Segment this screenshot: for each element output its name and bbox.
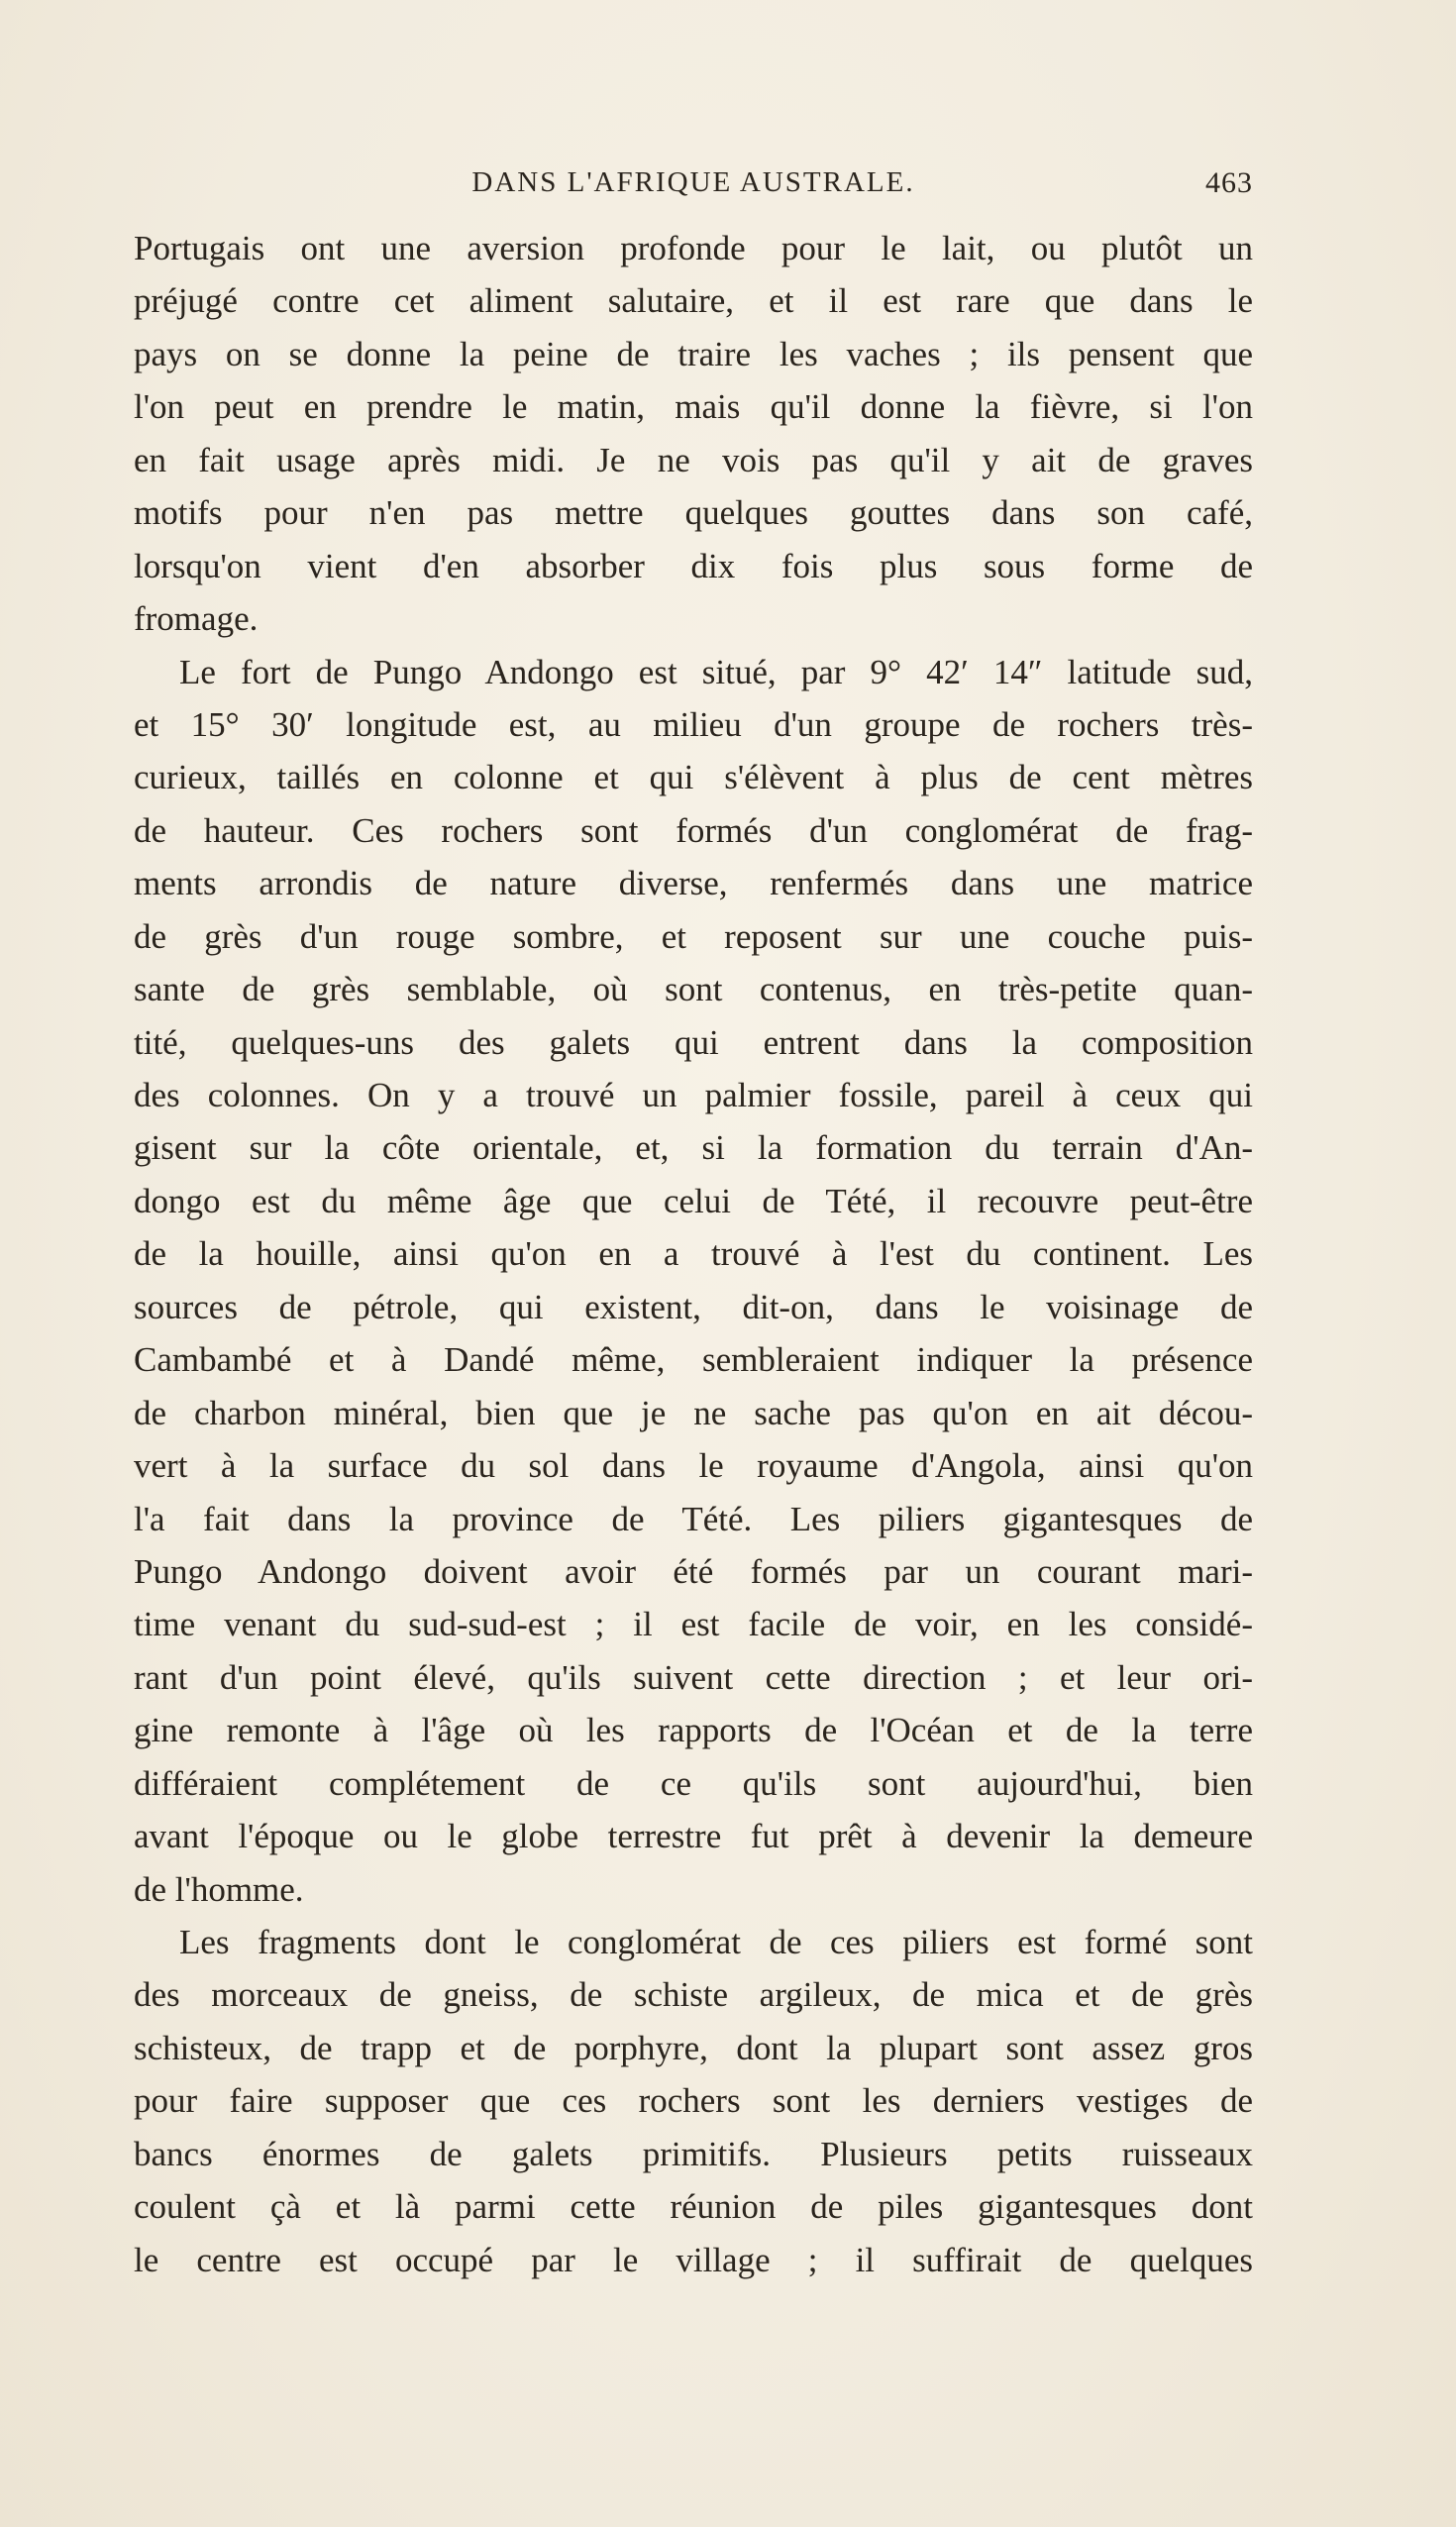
text-line: Cambambé et à Dandé même, sembleraient indiquer la présence: [134, 1340, 1253, 1380]
text-line: en fait usage après midi. Je ne vois pas qu'il y ait de graves: [134, 440, 1253, 479]
text-line: de charbon minéral, bien que je ne sache pas qu'on en ait décou-: [134, 1393, 1253, 1432]
text-line: de hauteur. Ces rochers sont formés d'un conglomérat de frag-: [134, 810, 1253, 850]
text-line: de grès d'un rouge sombre, et reposent sur une couche puis-: [134, 916, 1253, 956]
page-header: [134, 166, 1253, 210]
page-number: 463: [1205, 166, 1253, 199]
text-line: Pungo Andongo doivent avoir été formés par un courant mari-: [134, 1551, 1253, 1591]
text-line: le centre est occupé par le village ; il suffirait de quelques: [134, 2240, 1253, 2279]
text-line: différaient complétement de ce qu'ils sont aujourd'hui, bien: [134, 1763, 1253, 1803]
text-line: Le fort de Pungo Andongo est situé, par 9° 42′ 14″ latitude sud,: [179, 652, 1253, 691]
text-line: préjugé contre cet aliment salutaire, et il est rare que dans le: [134, 281, 1253, 321]
text-line: tité, quelques-uns des galets qui entrent dans la composition: [134, 1022, 1253, 1062]
text-line: et 15° 30′ longitude est, au milieu d'un groupe de rochers très-: [134, 704, 1253, 744]
running-title: DANS L'AFRIQUE AUSTRALE.: [471, 166, 915, 198]
text-line: de la houille, ainsi qu'on en a trouvé à l'est du continent. Les: [134, 1234, 1253, 1274]
text-line: vert à la surface du sol dans le royaume d'Angola, ainsi qu'on: [134, 1446, 1253, 1486]
text-line: pays on se donne la peine de traire les vaches ; ils pensent que: [134, 334, 1253, 373]
text-line: l'on peut en prendre le matin, mais qu'il donne la fièvre, si l'on: [134, 387, 1253, 427]
body-text: [134, 222, 1253, 2286]
text-line: lorsqu'on vient d'en absorber dix fois plus sous forme de: [134, 546, 1253, 585]
text-line: sources de pétrole, qui existent, dit-on, dans le voisinage de: [134, 1287, 1253, 1326]
text-line: Les fragments dont le conglomérat de ces piliers est formé sont: [179, 1923, 1253, 1961]
text-line: gisent sur la côte orientale, et, si la formation du terrain d'An-: [134, 1128, 1253, 1168]
text-line: time venant du sud-sud-est ; il est facile de voir, en les considé-: [134, 1605, 1253, 1644]
text-line: sante de grès semblable, où sont contenus, en très-petite quan-: [134, 970, 1253, 1009]
text-line: dongo est du même âge que celui de Tété, il recouvre peut-être: [134, 1181, 1253, 1220]
text-line: curieux, taillés en colonne et qui s'élèvent à plus de cent mètres: [134, 758, 1253, 797]
text-line: Portugais ont une aversion profonde pour le lait, ou plutôt un: [134, 229, 1253, 267]
text-line: gine remonte à l'âge où les rapports de l'Océan et de la terre: [134, 1711, 1253, 1750]
text-line: bancs énormes de galets primitifs. Plusieurs petits ruisseaux: [134, 2134, 1253, 2173]
text-line: coulent çà et là parmi cette réunion de piles gigantesques dont: [134, 2187, 1253, 2227]
text-line: rant d'un point élevé, qu'ils suivent cette direction ; et leur ori-: [134, 1657, 1253, 1697]
text-line: motifs pour n'en pas mettre quelques gouttes dans son café,: [134, 493, 1253, 533]
text-line: l'a fait dans la province de Tété. Les piliers gigantesques de: [134, 1499, 1253, 1538]
text-line: des morceaux de gneiss, de schiste argileux, de mica et de grès: [134, 1975, 1253, 2015]
text-line: ments arrondis de nature diverse, renfermés dans une matrice: [134, 864, 1253, 903]
text-line: schisteux, de trapp et de porphyre, dont la plupart sont assez gros: [134, 2028, 1253, 2067]
text-line: fromage.: [134, 599, 259, 639]
text-line: de l'homme.: [134, 1869, 304, 1909]
text-line: pour faire supposer que ces rochers sont les derniers vestiges de: [134, 2081, 1253, 2121]
text-line: des colonnes. On y a trouvé un palmier fossile, pareil à ceux qui: [134, 1076, 1253, 1114]
text-line: avant l'époque ou le globe terrestre fut prêt à devenir la demeure: [134, 1817, 1253, 1856]
